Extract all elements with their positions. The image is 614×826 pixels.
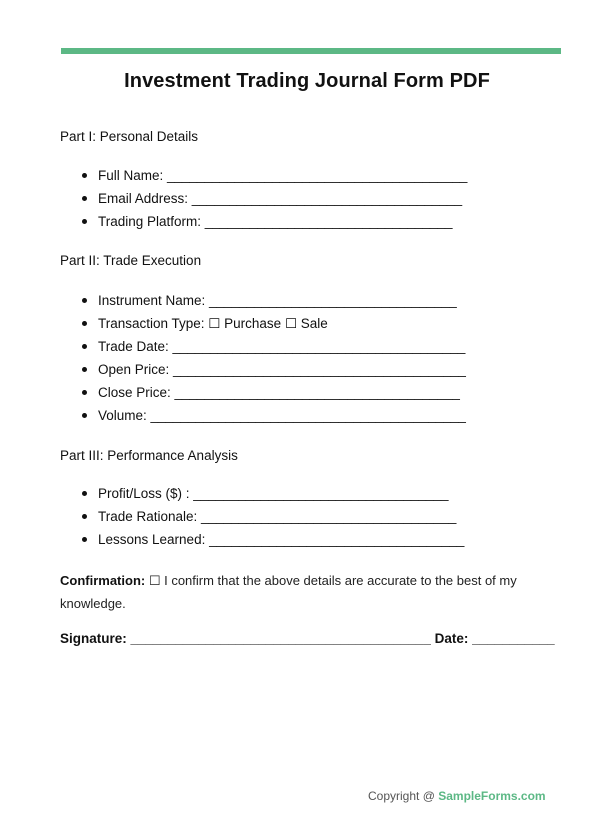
section-heading-personal-details: Part I: Personal Details: [60, 129, 199, 144]
volume-field[interactable]: Volume: __________________________________________: [60, 404, 466, 427]
signature-date-line[interactable]: Signature: ________________________________________ Date: ___________: [60, 631, 555, 646]
performance-analysis-list: [60, 482, 464, 551]
instrument-name-field[interactable]: Instrument Name: _________________________________: [60, 289, 466, 312]
brand-link[interactable]: SampleForms.com: [438, 789, 546, 803]
footer-copyright: [368, 789, 546, 803]
section-heading-performance-analysis: Part III: Performance Analysis: [60, 448, 238, 463]
trade-date-field[interactable]: Trade Date: _______________________________________: [60, 335, 466, 358]
confirmation-checkbox-text[interactable]: ☐ I confirm that the above details are accurate to the best of my knowledge.: [60, 573, 517, 611]
profit-loss-field[interactable]: Profit/Loss ($) : __________________________________: [60, 482, 464, 505]
email-address-field[interactable]: Email Address: ____________________________________: [60, 187, 467, 210]
trade-execution-list: [60, 289, 466, 427]
header-accent-bar: [61, 48, 561, 54]
close-price-field[interactable]: Close Price: ______________________________________: [60, 381, 466, 404]
section-heading-trade-execution: Part II: Trade Execution: [60, 253, 202, 268]
trading-platform-field[interactable]: Trading Platform: _________________________________: [60, 210, 467, 233]
personal-details-list: [60, 164, 467, 233]
confirmation-statement: [60, 569, 550, 615]
confirmation-label: Confirmation:: [60, 573, 146, 588]
transaction-type-field[interactable]: Transaction Type: ☐ Purchase ☐ Sale: [60, 312, 466, 335]
page-title: Investment Trading Journal Form PDF: [124, 70, 490, 92]
open-price-field[interactable]: Open Price: _______________________________________: [60, 358, 466, 381]
full-name-field[interactable]: Full Name: ________________________________________: [60, 164, 467, 187]
copyright-prefix: Copyright @: [368, 789, 439, 803]
lessons-learned-field[interactable]: Lessons Learned: __________________________________: [60, 528, 464, 551]
trade-rationale-field[interactable]: Trade Rationale: __________________________________: [60, 505, 464, 528]
